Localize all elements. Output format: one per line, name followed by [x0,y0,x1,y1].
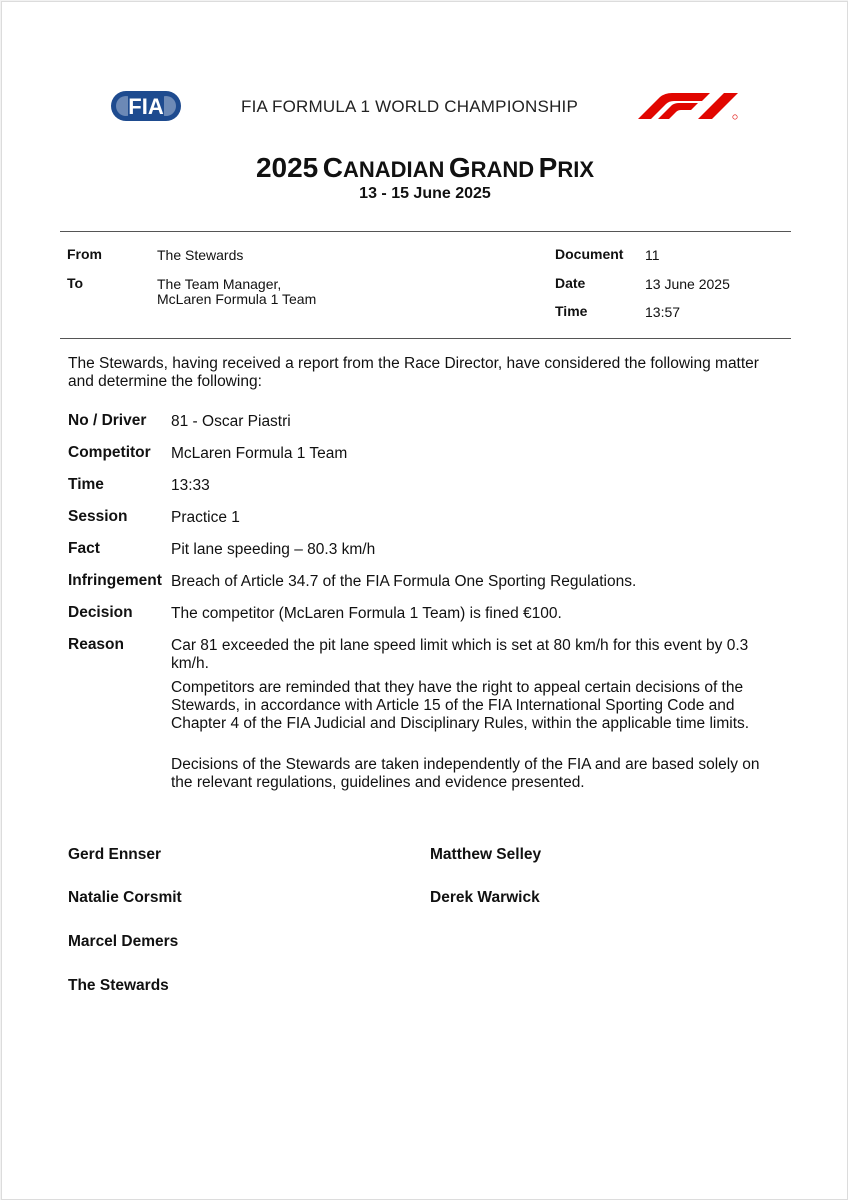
to-label: To [67,275,84,291]
title-initial-1: C [322,152,343,183]
title-rest-1: ANADIAN [342,157,445,182]
header-rule-bottom [60,338,791,339]
driver-value: 81 - Oscar Piastri [171,413,291,430]
time-detail-value: 13:33 [171,477,210,494]
steward-name: Derek Warwick [430,889,540,906]
steward-name: Marcel Demers [68,933,179,950]
document-value: 11 [645,247,660,263]
title-rest-3: RIX [557,157,595,182]
driver-label: No / Driver [68,412,147,429]
independence-text: Decisions of the Stewards are taken independently of the FIA and are based solely on the relevant regulations, guidelines and evidence presented. [171,756,760,791]
time-detail-label: Time [68,476,104,493]
championship-title: FIA FORMULA 1 WORLD CHAMPIONSHIP [241,97,579,116]
decision-value: The competitor (McLaren Formula 1 Team) is fined €100. [171,605,562,622]
fia-logo-text: FIA [128,94,164,119]
from-label: From [67,246,102,262]
fact-value: Pit lane speeding – 80.3 km/h [171,541,376,558]
document-page [1,1,848,1200]
f1-logo [636,91,740,121]
steward-name: Matthew Selley [430,846,542,863]
infringement-label: Infringement [68,572,162,589]
date-label: Date [555,275,586,291]
appeal-text: Competitors are reminded that they have the right to appeal certain decisions of the Stewards, in accordance with Article 15 of the FIA International Sporting Code and Chapter 4 of the FIA Judicial and Disciplinary Rules, within the applicable time limits. [171,679,750,732]
fact-label: Fact [68,540,100,557]
steward-name: Natalie Corsmit [68,889,182,906]
time-label: Time [555,303,588,319]
to-value-line1: The Team Manager, [157,276,282,292]
reason-value: Car 81 exceeded the pit lane speed limit which is set at 80 km/h for this event by 0.3 km/h. [171,637,749,672]
competitor-label: Competitor [68,444,151,461]
document-label: Document [555,246,624,262]
decision-label: Decision [68,604,133,621]
header-rule-top [60,231,791,232]
title-initial-2: G [448,152,471,183]
fia-logo [111,80,181,132]
date-value: 13 June 2025 [645,276,730,292]
from-value: The Stewards [157,247,244,263]
infringement-value: Breach of Article 34.7 of the FIA Formula One Sporting Regulations. [171,573,637,590]
intro-text: The Stewards, having received a report from the Race Director, have considered the following matter and determine the following: [68,355,759,390]
session-label: Session [68,508,128,525]
title-rest-2: RAND [470,157,535,182]
time-value: 13:57 [645,304,681,320]
reason-label: Reason [68,636,124,653]
session-value: Practice 1 [171,509,240,526]
document-title [2,152,848,184]
to-value-line2: McLaren Formula 1 Team [157,291,317,307]
title-year: 2025 [255,152,319,183]
event-dates: 13 - 15 June 2025 [359,185,491,202]
stewards-signoff: The Stewards [68,977,169,994]
steward-name: Gerd Ennser [68,846,162,863]
competitor-value: McLaren Formula 1 Team [171,445,348,462]
title-initial-3: P [538,152,558,183]
